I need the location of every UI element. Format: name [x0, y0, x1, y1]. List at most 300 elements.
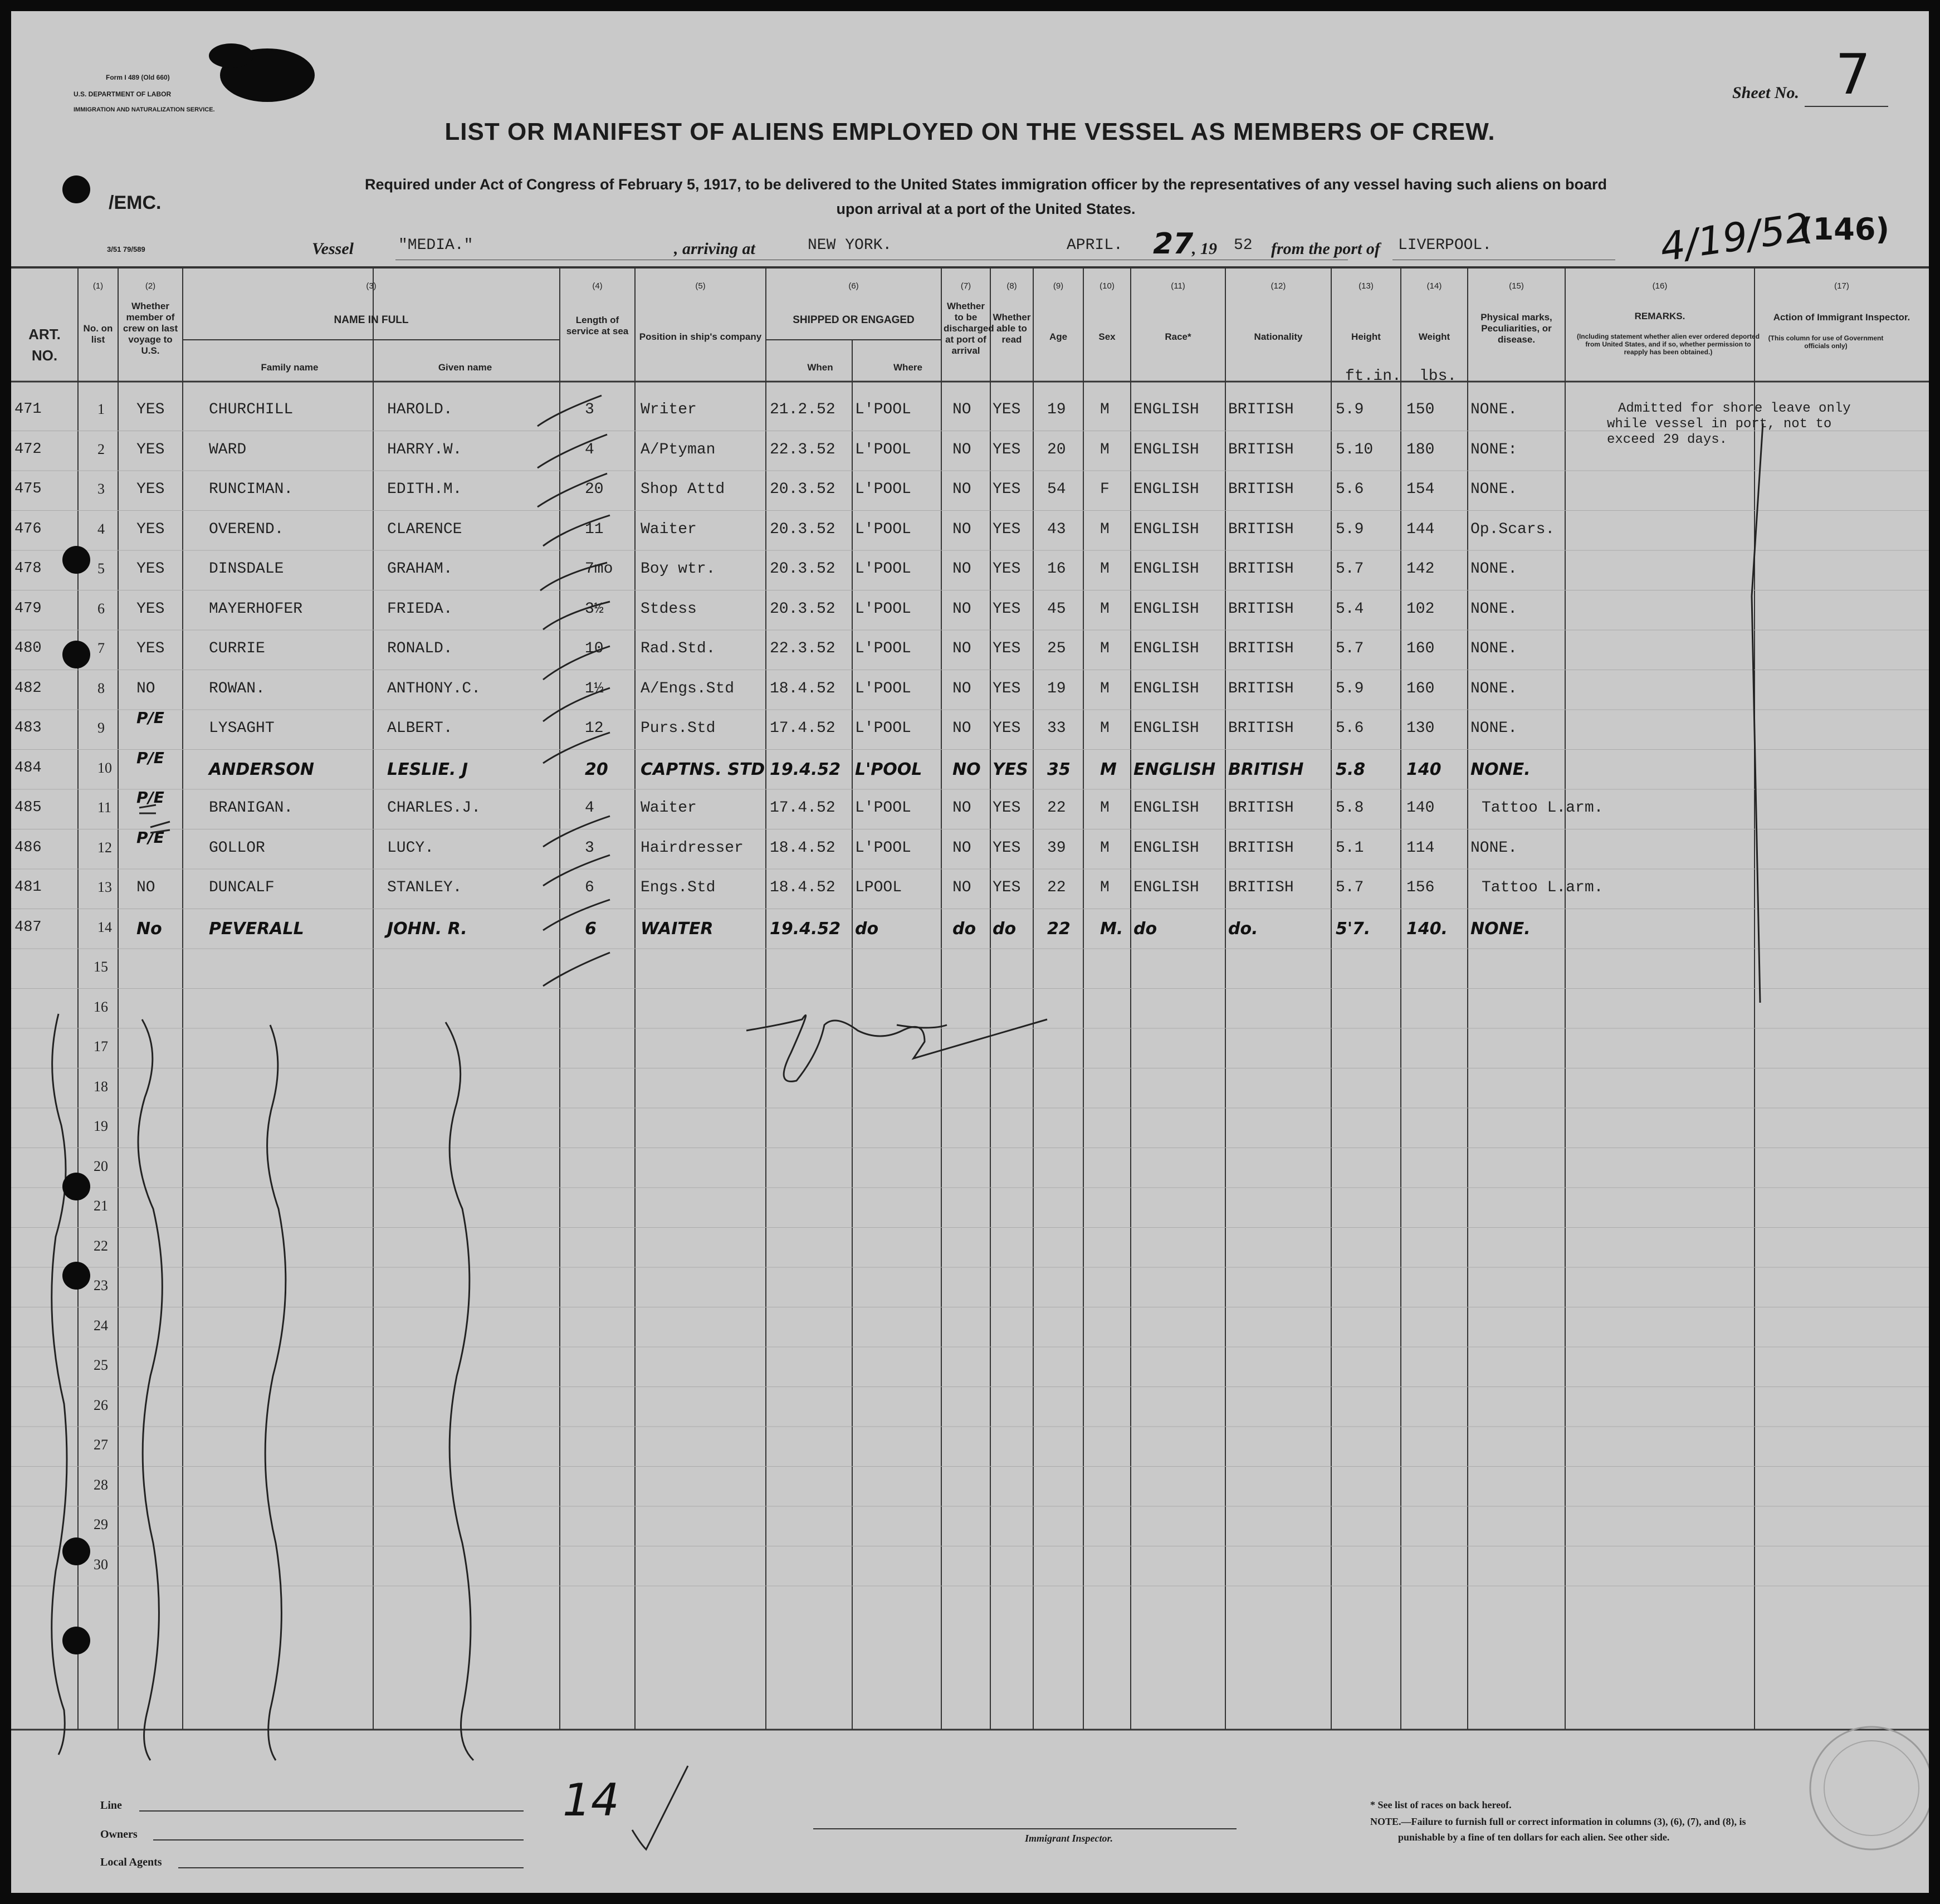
- list-number: 8: [97, 680, 105, 696]
- height: 5.8: [1336, 799, 1364, 817]
- agents-label: Local Agents: [100, 1856, 162, 1868]
- height: 5'7.: [1336, 919, 1371, 939]
- art-no-label: NO.: [31, 347, 58, 364]
- sex: M: [1100, 879, 1110, 896]
- count-annotation: (146): [1799, 212, 1890, 247]
- service-name: IMMIGRATION AND NATURALIZATION SERVICE.: [74, 106, 215, 113]
- crew-last-voyage: YES: [136, 481, 165, 498]
- weight: 140: [1406, 799, 1435, 817]
- column-label-8: Whether able to read: [993, 312, 1031, 345]
- physical-marks: Op.Scars.: [1470, 520, 1555, 538]
- nationality: do.: [1228, 919, 1258, 939]
- nationality: BRITISH: [1228, 520, 1294, 538]
- age: 43: [1047, 520, 1066, 538]
- position: CAPTNS. STD: [641, 759, 765, 779]
- able-to-read: YES: [993, 680, 1021, 697]
- art-number: 487: [14, 919, 42, 936]
- discharged: NO: [952, 720, 971, 737]
- position: Rad.Std.: [641, 640, 716, 657]
- column-number-10: (10): [1100, 281, 1115, 291]
- sex: M: [1100, 401, 1110, 418]
- given-name-label: Given name: [438, 362, 492, 373]
- nationality: BRITISH: [1228, 759, 1304, 779]
- fine-note-line1: NOTE.—Failure to furnish full or correct information in columns (3), (6), (7), and (8), is: [1370, 1816, 1746, 1827]
- nationality: BRITISH: [1228, 401, 1294, 418]
- age: 20: [1047, 441, 1066, 458]
- given-name: ALBERT.: [387, 720, 453, 737]
- column-label-9: Age: [1049, 331, 1068, 342]
- race: ENGLISH: [1133, 839, 1199, 857]
- given-name: HARRY.W.: [387, 441, 462, 458]
- ditto-line-family: [265, 1025, 286, 1760]
- physical-marks: NONE.: [1470, 401, 1518, 418]
- ditto-line-given: [446, 1022, 473, 1760]
- official-stamp: [1810, 1727, 1929, 1849]
- arriving-label: , arriving at: [674, 240, 755, 258]
- shipped-where: L'POOL: [855, 600, 911, 618]
- column-number-15: (15): [1509, 281, 1524, 291]
- nationality: BRITISH: [1228, 600, 1294, 618]
- discharged: NO: [952, 600, 971, 618]
- height: 5.10: [1336, 441, 1374, 458]
- service-length: 6: [585, 919, 597, 939]
- remarks-ditto-line: [1752, 423, 1763, 1003]
- list-number: 6: [97, 600, 105, 617]
- given-name: RONALD.: [387, 640, 453, 657]
- page-title: LIST OR MANIFEST OF ALIENS EMPLOYED ON THE VESSEL AS MEMBERS OF CREW.: [444, 118, 1496, 145]
- given-name: LUCY.: [387, 839, 434, 857]
- list-number: 4: [97, 520, 105, 537]
- shipped-where: L'POOL: [855, 560, 911, 578]
- weight: 160: [1406, 680, 1435, 697]
- column-label-4: Length of service at sea: [566, 315, 629, 336]
- service-length: 3: [585, 839, 594, 857]
- nationality: BRITISH: [1228, 680, 1294, 697]
- empty-row-number: 15: [94, 959, 108, 975]
- art-number: 484: [14, 759, 42, 777]
- race: ENGLISH: [1133, 640, 1199, 657]
- nationality: BRITISH: [1228, 441, 1294, 458]
- checkmark-1: [537, 396, 602, 426]
- date-annotation: 4/19/52: [1657, 204, 1813, 271]
- weight: 140.: [1406, 919, 1448, 939]
- sex: M: [1100, 799, 1110, 817]
- age: 35: [1047, 759, 1071, 779]
- able-to-read: YES: [993, 600, 1021, 618]
- shipped-when: 18.4.52: [770, 839, 835, 857]
- shipped-where: L'POOL: [855, 720, 911, 737]
- given-name: CLARENCE: [387, 520, 462, 538]
- art-number: 481: [14, 879, 42, 896]
- able-to-read: YES: [993, 441, 1021, 458]
- nationality: BRITISH: [1228, 879, 1294, 896]
- nationality: BRITISH: [1228, 720, 1294, 737]
- race: ENGLISH: [1133, 720, 1199, 737]
- physical-marks: NONE.: [1470, 759, 1531, 779]
- remarks-line-1: Admitted for shore leave only: [1618, 401, 1851, 416]
- physical-marks: NONE.: [1470, 720, 1518, 737]
- able-to-read: YES: [993, 720, 1021, 737]
- nationality: BRITISH: [1228, 560, 1294, 578]
- family-name: OVEREND.: [209, 520, 284, 538]
- column-number-14: (14): [1426, 281, 1442, 291]
- discharged: NO: [952, 839, 971, 857]
- age: 22: [1047, 799, 1066, 817]
- given-name: JOHN. R.: [387, 919, 467, 939]
- empty-row-number: 30: [94, 1556, 108, 1573]
- weight-units: lbs.: [1419, 368, 1457, 385]
- crew-last-voyage: YES: [136, 600, 165, 618]
- column-number-11: (11): [1171, 281, 1185, 291]
- fine-note-line2: punishable by a fine of ten dollars for each alien. See other side.: [1398, 1832, 1670, 1843]
- empty-row-number: 27: [94, 1437, 108, 1453]
- physical-marks: NONE.: [1470, 560, 1518, 578]
- race: ENGLISH: [1133, 600, 1199, 618]
- discharged: NO: [952, 520, 971, 538]
- column-label-15: Physical marks, Peculiarities, or disease.: [1480, 312, 1552, 345]
- sex: M: [1100, 441, 1110, 458]
- agents-underline: [178, 1867, 524, 1868]
- list-number: 2: [97, 441, 105, 457]
- inspector-label: Immigrant Inspector.: [1025, 1833, 1113, 1844]
- races-note: * See list of races on back hereof.: [1370, 1799, 1512, 1810]
- service-length: 4: [585, 441, 594, 458]
- given-name: STANLEY.: [387, 879, 462, 896]
- when-label: When: [807, 362, 833, 373]
- column-number-6: (6): [848, 281, 859, 291]
- race: ENGLISH: [1133, 520, 1199, 538]
- weight: 102: [1406, 600, 1435, 618]
- subtitle-line1: Required under Act of Congress of February 5, 1917, to be delivered to the United States immigration officer by the representatives of any vessel having such aliens on board: [364, 176, 1607, 193]
- sex: M: [1100, 560, 1110, 578]
- shipped-where: do: [855, 919, 879, 939]
- art-number: 471: [14, 401, 42, 418]
- punch-hole: [62, 1262, 90, 1290]
- family-name: MAYERHOFER: [209, 600, 303, 618]
- sex: M: [1100, 720, 1110, 737]
- shipped-when: 20.3.52: [770, 481, 835, 498]
- given-name: FRIEDA.: [387, 600, 453, 618]
- family-name: ANDERSON: [209, 759, 315, 779]
- service-length: 1½: [585, 680, 604, 697]
- service-length: 20: [585, 759, 608, 779]
- sex: M: [1100, 839, 1110, 857]
- empty-row-number: 23: [94, 1277, 108, 1293]
- able-to-read: YES: [993, 520, 1021, 538]
- column-number-8: (8): [1006, 281, 1017, 291]
- position: Waiter: [641, 520, 697, 538]
- shipped-when: 20.3.52: [770, 520, 835, 538]
- family-name: CURRIE: [209, 640, 265, 657]
- column-label-2: Whether member of crew on last voyage to U.S.: [123, 301, 178, 356]
- shipped-when: 22.3.52: [770, 640, 835, 657]
- physical-marks: NONE.: [1470, 640, 1518, 657]
- physical-marks: NONE.: [1470, 839, 1518, 857]
- shipped-when: 19.4.52: [770, 919, 841, 939]
- height: 5.7: [1336, 879, 1364, 896]
- crew-last-voyage: P/E: [136, 788, 164, 807]
- art-label: ART.: [28, 326, 61, 343]
- arrival-port: NEW YORK.: [808, 237, 892, 254]
- able-to-read: YES: [993, 560, 1021, 578]
- list-number: 3: [97, 481, 105, 497]
- height: 5.7: [1336, 560, 1364, 578]
- shipped-where: L'POOL: [855, 799, 911, 817]
- discharged: NO: [952, 560, 971, 578]
- discharged: NO: [952, 879, 971, 896]
- position: Shop Attd: [641, 481, 725, 498]
- weight: 180: [1406, 441, 1435, 458]
- service-length: 4: [585, 799, 594, 817]
- list-number: 9: [97, 720, 105, 736]
- position: Hairdresser: [641, 839, 744, 857]
- discharged: do: [952, 919, 976, 939]
- discharged: NO: [952, 799, 971, 817]
- shipped-where: L'POOL: [855, 441, 911, 458]
- file-code: /EMC.: [109, 192, 162, 213]
- nationality: BRITISH: [1228, 799, 1294, 817]
- able-to-read: YES: [993, 799, 1021, 817]
- physical-marks: NONE.: [1470, 919, 1531, 939]
- vessel-name: "MEDIA.": [398, 237, 473, 254]
- art-number: 478: [14, 560, 42, 577]
- department-name: U.S. DEPARTMENT OF LABOR: [74, 90, 172, 98]
- empty-row-number: 20: [94, 1158, 108, 1174]
- height: 5.9: [1336, 401, 1364, 418]
- crew-last-voyage: YES: [136, 401, 165, 418]
- column-label-13: Height: [1351, 331, 1381, 342]
- crew-last-voyage: YES: [136, 441, 165, 458]
- crew-last-voyage: YES: [136, 560, 165, 578]
- position: WAITER: [641, 919, 714, 939]
- art-number: 483: [14, 720, 42, 736]
- race: ENGLISH: [1133, 401, 1199, 418]
- crew-last-voyage: NO: [136, 879, 155, 896]
- shipped-where: LPOOL: [855, 879, 902, 896]
- service-length: 20: [585, 481, 604, 498]
- empty-row-number: 19: [94, 1118, 108, 1134]
- weight: 140: [1406, 759, 1441, 779]
- age: 19: [1047, 401, 1066, 418]
- given-name: CHARLES.J.: [387, 799, 481, 817]
- discharged: NO: [952, 759, 981, 779]
- shipped-when: 17.4.52: [770, 799, 835, 817]
- service-length: 3: [585, 401, 594, 418]
- column-label-5: Position in ship's company: [639, 331, 762, 342]
- race: ENGLISH: [1133, 560, 1199, 578]
- column-number-13: (13): [1359, 281, 1374, 291]
- punch-hole: [62, 1627, 90, 1654]
- weight: 142: [1406, 560, 1435, 578]
- discharged: NO: [952, 680, 971, 697]
- column-number-9: (9): [1053, 281, 1064, 291]
- shipped-when: 18.4.52: [770, 879, 835, 896]
- shipped-when: 19.4.52: [770, 759, 841, 779]
- race: ENGLISH: [1133, 680, 1199, 697]
- empty-row-number: 21: [94, 1198, 108, 1214]
- height: 5.4: [1336, 600, 1364, 618]
- owners-label: Owners: [100, 1828, 138, 1840]
- able-to-read: YES: [993, 839, 1021, 857]
- race: ENGLISH: [1133, 441, 1199, 458]
- race: ENGLISH: [1133, 481, 1199, 498]
- family-name: DUNCALF: [209, 879, 275, 896]
- position: Writer: [641, 401, 697, 418]
- position: A/Engs.Std: [641, 680, 735, 697]
- height: 5.1: [1336, 839, 1364, 857]
- punch-hole: [62, 546, 90, 574]
- age: 22: [1047, 919, 1071, 939]
- empty-row-number: 16: [94, 998, 108, 1015]
- age: 19: [1047, 680, 1066, 697]
- empty-row-number: 22: [94, 1237, 108, 1254]
- shipped-when: 21.2.52: [770, 401, 835, 418]
- column-label-6: SHIPPED OR ENGAGED: [793, 314, 915, 326]
- crew-last-voyage: P/E: [136, 709, 164, 727]
- given-name: GRAHAM.: [387, 560, 453, 578]
- service-length: 11: [585, 520, 604, 538]
- age: 39: [1047, 839, 1066, 857]
- nationality: BRITISH: [1228, 640, 1294, 657]
- shipped-where: L'POOL: [855, 640, 911, 657]
- column-label-7: Whether to be discharged at port of arrival: [944, 301, 994, 356]
- sheet-label: Sheet No.: [1732, 84, 1799, 102]
- given-name: ANTHONY.C.: [387, 680, 481, 697]
- arrival-date: APRIL.: [1067, 237, 1123, 254]
- sex: M: [1100, 640, 1110, 657]
- form-number: Form I 489 (Old 660): [106, 74, 170, 81]
- able-to-read: YES: [993, 759, 1028, 779]
- family-name: PEVERALL: [209, 919, 304, 939]
- height: 5.6: [1336, 481, 1364, 498]
- art-number: 480: [14, 640, 42, 657]
- discharged: NO: [952, 481, 971, 498]
- arrival-day: 27: [1153, 227, 1194, 261]
- able-to-read: do: [993, 919, 1017, 939]
- list-number: 12: [97, 839, 112, 856]
- art-number: 475: [14, 481, 42, 497]
- able-to-read: YES: [993, 879, 1021, 896]
- column-label-17: Action of Immigrant Inspector.: [1773, 312, 1910, 323]
- shipped-when: 22.3.52: [770, 441, 835, 458]
- family-name: ROWAN.: [209, 680, 265, 697]
- service-length: 6: [585, 879, 594, 896]
- shipped-where: L'POOL: [855, 839, 911, 857]
- race: ENGLISH: [1133, 879, 1199, 896]
- weight: 114: [1406, 839, 1435, 857]
- list-number: 7: [97, 640, 105, 656]
- art-number: 476: [14, 520, 42, 538]
- crew-last-voyage: YES: [136, 640, 165, 657]
- family-name: DINSDALE: [209, 560, 284, 578]
- punch-hole: [62, 1173, 90, 1200]
- year-suffix: 52: [1234, 237, 1253, 254]
- nationality: BRITISH: [1228, 481, 1294, 498]
- sex: M: [1100, 680, 1110, 697]
- position: Stdess: [641, 600, 697, 618]
- crew-last-voyage: P/E: [136, 828, 164, 847]
- position: Waiter: [641, 799, 697, 817]
- ditto-line-crew: [138, 1019, 162, 1760]
- empty-row-number: 29: [94, 1516, 108, 1532]
- sex: F: [1100, 481, 1110, 498]
- height: 5.8: [1336, 759, 1366, 779]
- height: 5.6: [1336, 720, 1364, 737]
- empty-row-number: 26: [94, 1397, 108, 1413]
- column-number-7: (7): [960, 281, 971, 291]
- discharged: NO: [952, 441, 971, 458]
- crew-last-voyage: No: [136, 919, 162, 939]
- sex: M.: [1100, 919, 1123, 939]
- race: do: [1133, 919, 1157, 939]
- empty-row-number: 28: [94, 1476, 108, 1493]
- crew-last-voyage: P/E: [136, 748, 164, 767]
- column-number-1: (1): [92, 281, 104, 291]
- column-number-3: (3): [366, 281, 377, 291]
- weight: 150: [1406, 401, 1435, 418]
- weight: 130: [1406, 720, 1435, 737]
- column-number-2: (2): [145, 281, 156, 291]
- given-name: EDITH.M.: [387, 481, 462, 498]
- bottom-check: [632, 1766, 688, 1849]
- weight: 156: [1406, 879, 1435, 896]
- art-number: 485: [14, 799, 42, 816]
- shipped-when: 20.3.52: [770, 560, 835, 578]
- physical-marks: NONE.: [1470, 680, 1518, 697]
- given-name: HAROLD.: [387, 401, 453, 418]
- handwritten-marks: [11, 11, 1929, 1893]
- height: 5.7: [1336, 640, 1364, 657]
- family-name: BRANIGAN.: [209, 799, 294, 817]
- shipped-where: L'POOL: [855, 520, 911, 538]
- family-name: WARD: [209, 441, 247, 458]
- list-number: 5: [97, 560, 105, 577]
- manifest-sheet: [11, 11, 1929, 1893]
- sex: M: [1100, 759, 1117, 779]
- shipped-when: 17.4.52: [770, 720, 835, 737]
- able-to-read: YES: [993, 481, 1021, 498]
- weight: 144: [1406, 520, 1435, 538]
- physical-marks: NONE:: [1470, 441, 1518, 458]
- line-underline: [139, 1810, 524, 1812]
- weight: 154: [1406, 481, 1435, 498]
- sheet-number: 7: [1835, 42, 1871, 107]
- column-label-10: Sex: [1098, 331, 1116, 342]
- list-number: 1: [97, 401, 105, 417]
- physical-marks: Tattoo L.arm.: [1482, 799, 1604, 817]
- position: Boy wtr.: [641, 560, 716, 578]
- art-number: 479: [14, 600, 42, 617]
- art-number: 472: [14, 441, 42, 458]
- punch-hole: [62, 641, 90, 668]
- given-name: LESLIE. J: [387, 759, 468, 779]
- position: Engs.Std: [641, 879, 716, 896]
- column-number-16: (16): [1652, 281, 1668, 291]
- empty-row-number: 25: [94, 1357, 108, 1373]
- empty-row-number: 17: [94, 1038, 108, 1054]
- column-label-3: NAME IN FULL: [334, 314, 409, 326]
- race: ENGLISH: [1133, 759, 1216, 779]
- height-units: ft.in.: [1345, 368, 1401, 385]
- from-port-label: from the port of: [1271, 240, 1380, 258]
- empty-row-number: 18: [94, 1078, 108, 1095]
- discharged: NO: [952, 640, 971, 657]
- age: 16: [1047, 560, 1066, 578]
- family-name: LYSAGHT: [209, 720, 275, 737]
- column-label-12: Nationality: [1254, 331, 1303, 342]
- remarks-line-3: exceed 29 days.: [1607, 432, 1728, 447]
- physical-marks: Tattoo L.arm.: [1482, 879, 1604, 896]
